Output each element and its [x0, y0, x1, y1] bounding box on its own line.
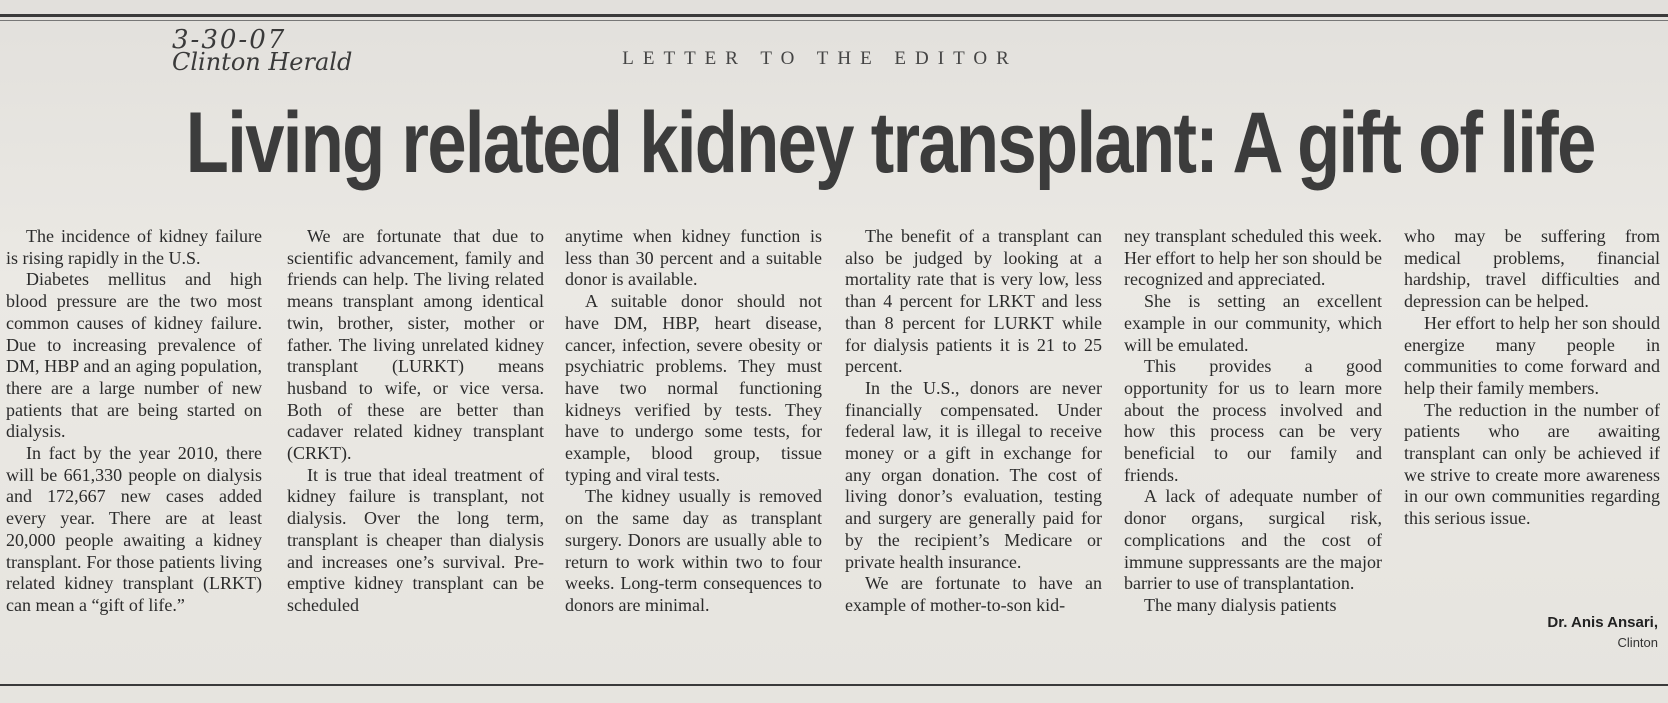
article-paragraph: Diabetes mellitus and high blood pressure are the two most common causes of kidney failure. Due to increasing prevalence of DM, HBP and an aging population, there are a large number of new patients that are being started on dialysis.: [6, 269, 262, 442]
article-paragraph: It is true that ideal treatment of kidney failure is transplant, not dialysis. Over the long term, transplant is cheaper than dialysis and increases one’s survival. Pre-emptive kidney transplant can be scheduled: [287, 464, 544, 615]
article-paragraph: We are fortunate that due to scientific advancement, family and friends can help. The living related means transplant among identical twin, brother, sister, mother or father. The living unrelated kidney transplant (LURKT) means husband to wife, or vice versa. Both of these are better than cadaver related kidney transplant (CRKT).: [287, 226, 544, 464]
article-paragraph: The many dialysis patients: [1144, 594, 1337, 615]
article-paragraph: anytime when kidney function is less than 30 percent and a suitable donor is available.: [565, 226, 822, 290]
top-rule: [0, 14, 1668, 17]
article-column-1: [6, 226, 262, 617]
article-paragraph: The kidney usually is removed on the same day as transplant surgery. Donors are usually able to return to work within two to four weeks. Long-term consequences to donors are minimal.: [565, 486, 822, 615]
handwritten-date: 3-30-07: [172, 25, 287, 55]
bottom-rule: [0, 684, 1668, 686]
article-paragraph: This provides a good opportunity for us to learn more about the process involved and how this process can be very beneficial to our family and friends.: [1124, 356, 1382, 485]
signature: [1480, 614, 1658, 650]
article-paragraph: She is setting an excellent example in our community, which will be emulated.: [1124, 291, 1382, 355]
article-paragraph: who may be suffering from medical problems, financial hardship, travel difficulties and depression can be helped.: [1404, 226, 1660, 312]
article-paragraph: ney transplant scheduled this week. Her effort to help her son should be recognized and appreciated.: [1124, 226, 1382, 290]
article-paragraph: In fact by the year 2010, there will be 661,330 people on dialysis and 172,667 new cases added every year. There are at least 20,000 people awaiting a kidney transplant. For those patients living related kidney transplant (LRKT) can mean a “gift of life.”: [6, 443, 262, 615]
top-rule-thin: [0, 20, 1668, 21]
article-column-2: [287, 226, 544, 617]
article-column-3: [565, 226, 822, 617]
author-city: Clinton: [1617, 635, 1658, 650]
article-paragraph: The reduction in the number of patients who are awaiting transplant can only be achieved if we strive to create more awareness in our own communities regarding this serious issue.: [1404, 399, 1660, 529]
article-paragraph: The benefit of a transplant can also be judged by looking at a mortality rate that is very low, less than 4 percent for LRKT and less than 8 percent for LURKT while for dialysis patients it is 21 to 25 percent.: [845, 226, 1102, 377]
author-name: Dr. Anis Ansari,: [1547, 614, 1658, 631]
section-kicker: LETTER TO THE EDITOR: [622, 48, 1018, 69]
article-paragraph: In the U.S., donors are never financially compensated. Under federal law, it is illegal to receive money or a gift in exchange for any organ donation. The cost of living donor’s evaluation, testing and surgery are generally paid for by the recipient’s Medicare or private health insurance.: [845, 377, 1102, 572]
article-paragraph: A suitable donor should not have DM, HBP, heart disease, cancer, infection, severe obesity or psychiatric problems. They must have two normal functioning kidneys verified by tests. They have to undergo some tests, for example, blood group, tissue typing and viral tests.: [565, 291, 822, 485]
handwritten-note: [172, 25, 353, 76]
article-column-6: [1404, 226, 1660, 530]
article-paragraph: We are fortunate to have an example of mother-to-son kid-: [845, 573, 1102, 615]
article-column-5: [1124, 226, 1382, 617]
article-paragraph: A lack of adequate number of donor organs, surgical risk, complications and the cost of immune suppressants are the major barrier to use of transplantation.: [1124, 486, 1382, 594]
headline: Living related kidney transplant: A gift of life: [185, 95, 1595, 191]
handwritten-paper-name: Clinton Herald: [172, 48, 353, 76]
article-paragraph: The incidence of kidney failure is rising rapidly in the U.S.: [6, 226, 262, 268]
article-column-4: [845, 226, 1102, 617]
article-paragraph: Her effort to help her son should energize many people in communities to come forward and help their family members.: [1404, 312, 1660, 398]
